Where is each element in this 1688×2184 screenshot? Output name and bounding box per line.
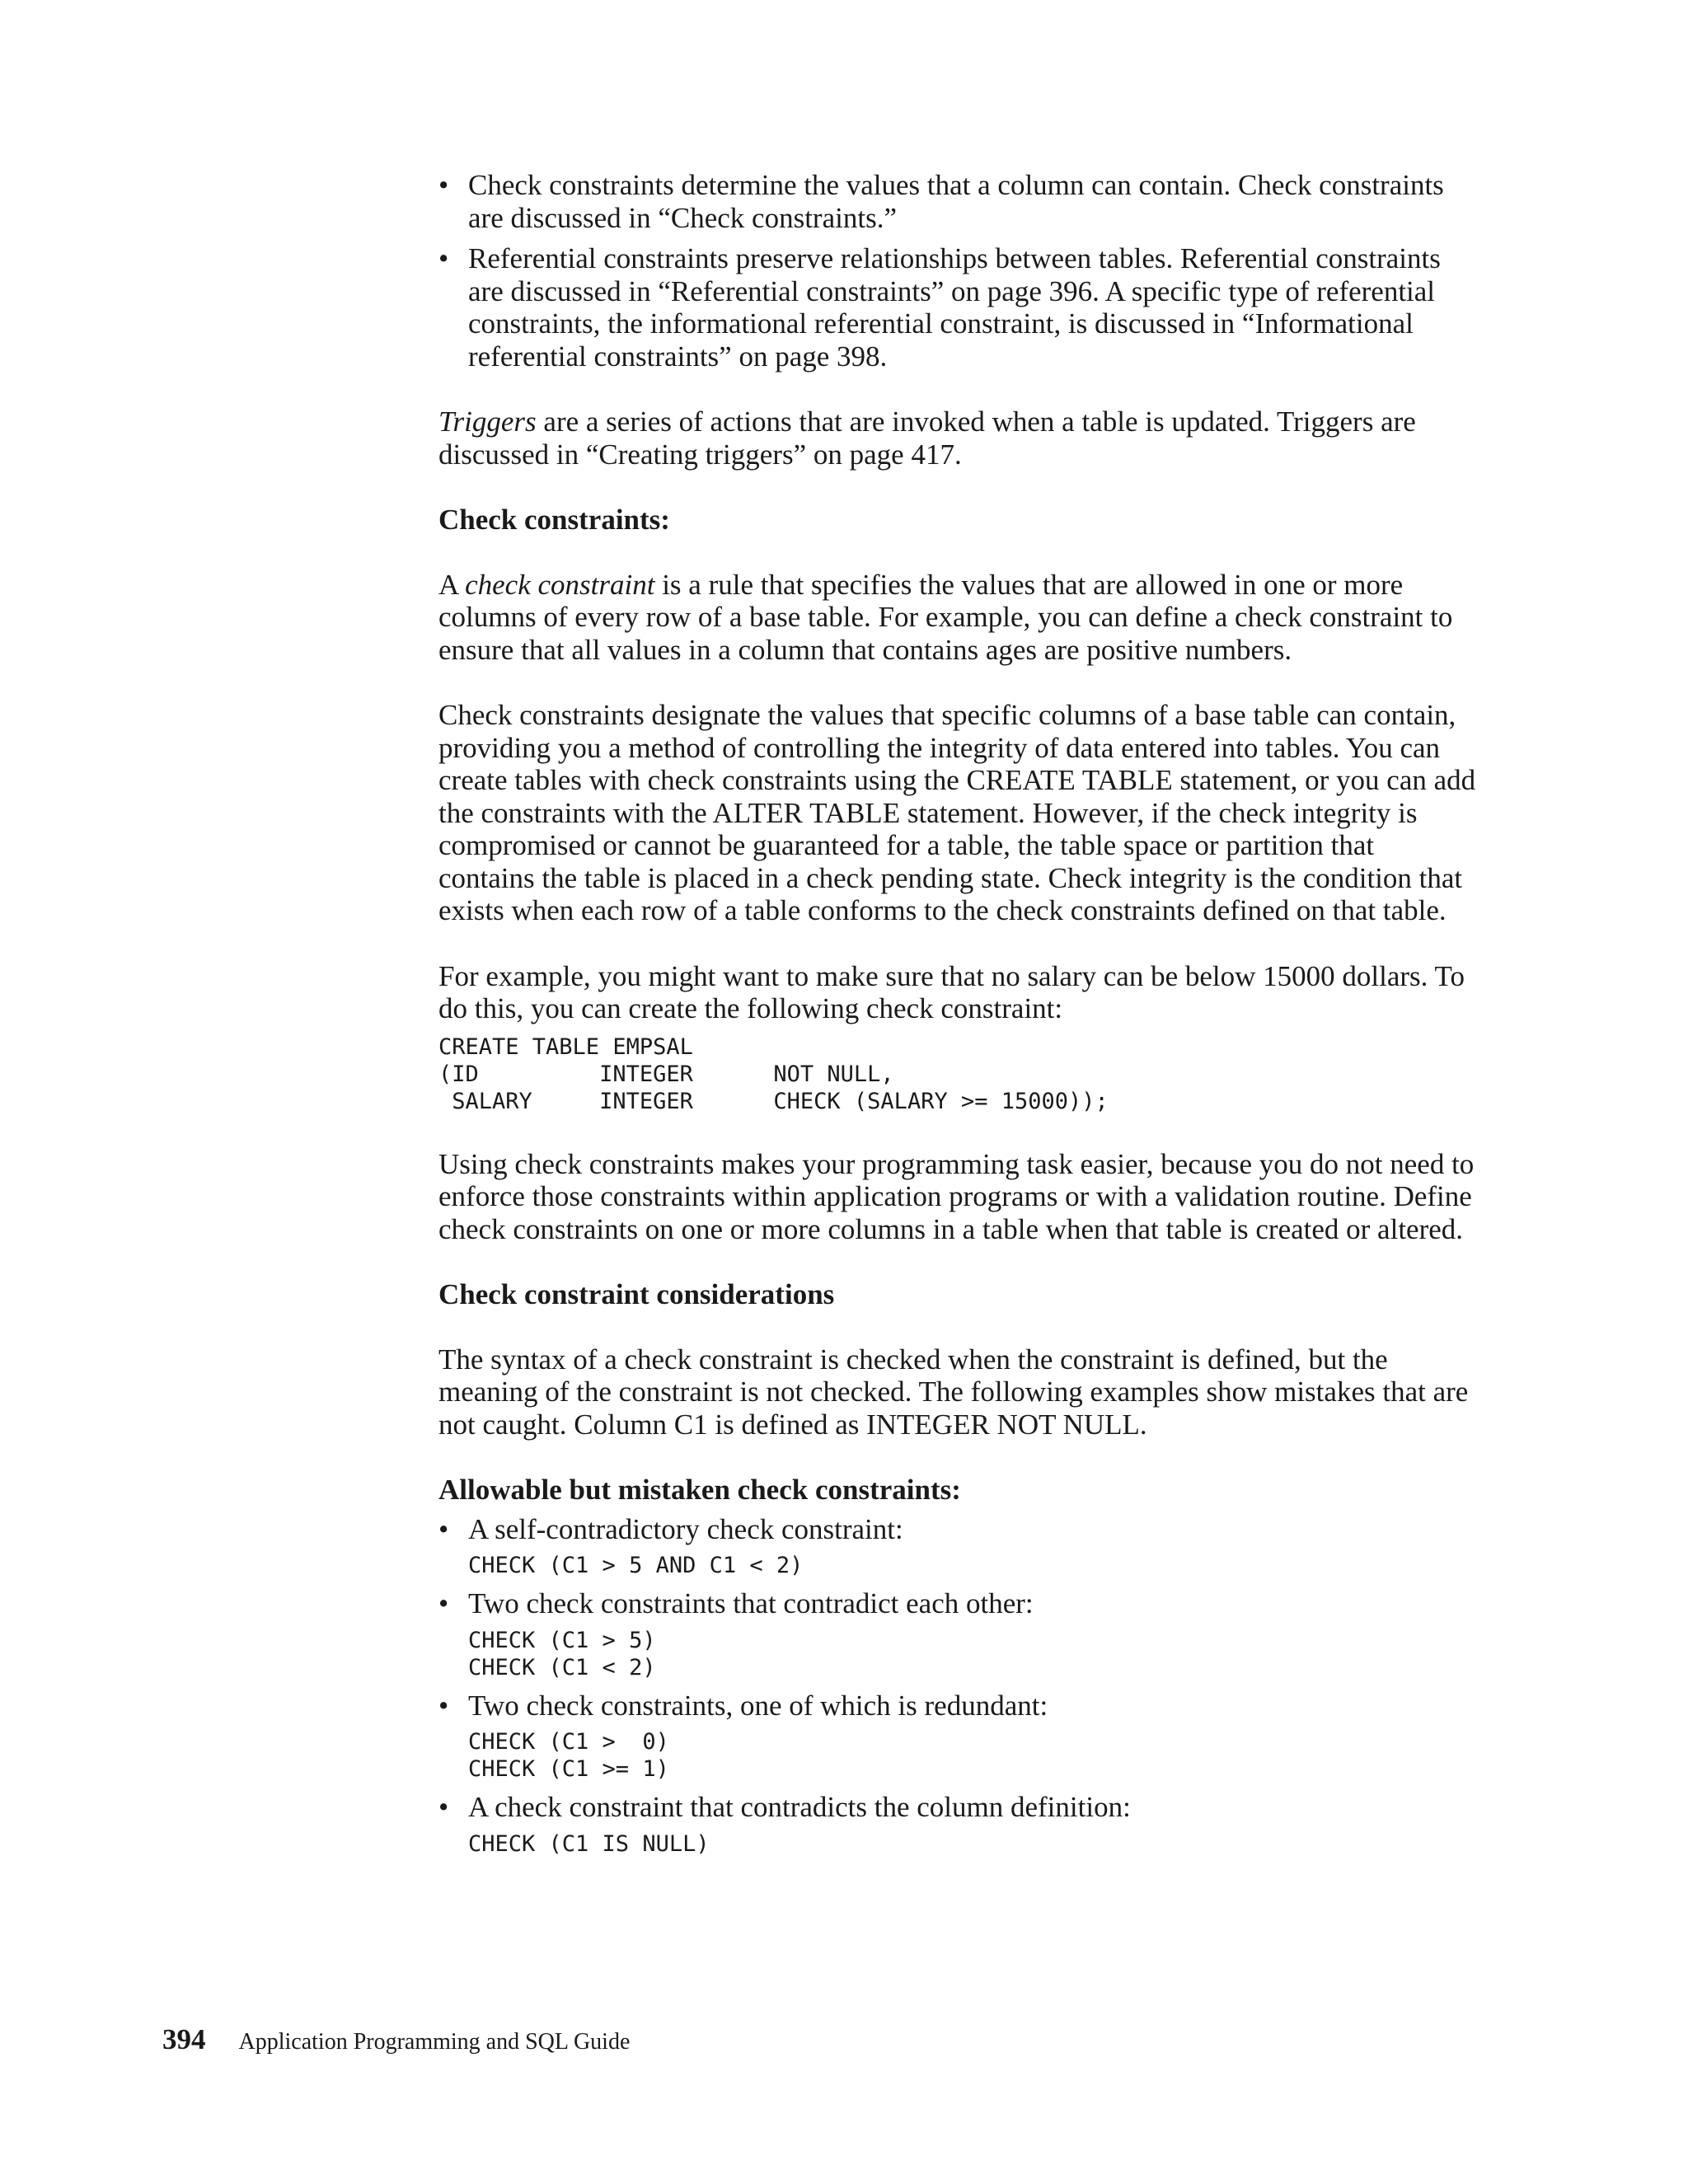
- using-paragraph: Using check constraints makes your programming task easier, because you do not need to enforce those constraints within application programs or with a validation routine. Define check constraints on one or more columns in a table when that table is created or altered.: [438, 1147, 1475, 1245]
- book-title: Application Programming and SQL Guide: [238, 2029, 631, 2055]
- list-item: [438, 242, 1477, 373]
- check-constraint-term: check constraint: [465, 568, 655, 601]
- bullet-icon: •: [438, 242, 449, 274]
- mistaken-constraints-list: [438, 1513, 1477, 1858]
- page-number: 394: [162, 2023, 206, 2055]
- definition-prefix: A: [438, 568, 466, 601]
- bullet-icon: •: [438, 1587, 449, 1619]
- bullet-icon: •: [438, 1512, 449, 1545]
- list-item: [438, 169, 1477, 234]
- bullet-icon: •: [438, 169, 449, 201]
- code-example: CHECK (C1 > 5) CHECK (C1 < 2): [468, 1627, 656, 1680]
- list-item-text: Two check constraints that contradict each other:: [468, 1587, 1034, 1619]
- triggers-paragraph: [438, 405, 1477, 471]
- list-item-text: Two check constraints, one of which is redundant:: [468, 1689, 1048, 1722]
- list-item-text: Check constraints determine the values that a column can contain. Check constraints are discussed in “Check constraints.”: [468, 169, 1444, 234]
- considerations-heading: Check constraint considerations: [438, 1278, 835, 1310]
- syntax-paragraph: The syntax of a check constraint is checked when the constraint is defined, but the meaning of the constraint is not checked. The following examples show mistakes that are not caught. Column C1 is defined as INTEGER NOT NULL.: [438, 1343, 1469, 1441]
- check-constraint-definition: [438, 569, 1477, 667]
- example-paragraph: For example, you might want to make sure that no salary can be below 15000 dollars. To do this, you can create the following check constraint:: [438, 959, 1465, 1024]
- triggers-text: are a series of actions that are invoked when a table is updated. Triggers are discussed in “Creating triggers” on page 417.: [438, 405, 1416, 471]
- page-content: [438, 169, 1477, 1866]
- list-item-text: A check constraint that contradicts the column definition:: [468, 1791, 1131, 1823]
- check-constraints-heading: Check constraints:: [438, 504, 670, 536]
- list-item-text: Referential constraints preserve relationships between tables. Referential constraints are discussed in “Referential constraints” on page 396. A specific type of referential constraints, the informational referential constraint, is discussed in “Informational referential constraints” on page 398.: [468, 242, 1441, 373]
- definition-text: is a rule that specifies the values that are allowed in one or more columns of every row of a base table. For example, you can define a check constraint to ensure that all values in a column that contains ages are positive numbers.: [438, 568, 1453, 666]
- list-item: [438, 1791, 1477, 1858]
- code-example: CHECK (C1 > 0) CHECK (C1 >= 1): [468, 1729, 669, 1782]
- triggers-term: Triggers: [438, 405, 537, 438]
- mistaken-constraints-heading: Allowable but mistaken check constraints:: [438, 1474, 961, 1506]
- designate-paragraph: Check constraints designate the values that specific columns of a base table can contain, providing you a method of controlling the integrity of data entered into tables. You can create tables with check constraints using the CREATE TABLE statement, or you can add the constraints with the ALTER TABLE statement. However, if the check integrity is compromised or cannot be guaranteed for a table, the table space or partition that contains the table is placed in a check pending state. Check integrity is the condition that exists when each row of a table conforms to the check constraints defined on that table.: [438, 699, 1476, 926]
- list-item: [438, 1690, 1477, 1783]
- example-code-block: CREATE TABLE EMPSAL (ID INTEGER NOT NULL, SALARY INTEGER CHECK (SALARY >= 15000));: [438, 1033, 1109, 1114]
- list-item-text: A self-contradictory check constraint:: [468, 1512, 903, 1545]
- bullet-icon: •: [438, 1689, 449, 1722]
- list-item: [438, 1587, 1477, 1681]
- page-footer: [162, 2023, 630, 2056]
- code-example: CHECK (C1 > 5 AND C1 < 2): [468, 1553, 804, 1578]
- bullet-icon: •: [438, 1791, 449, 1823]
- list-item: [438, 1513, 1477, 1580]
- code-example: CHECK (C1 IS NULL): [468, 1830, 710, 1857]
- constraint-types-list: [438, 169, 1477, 373]
